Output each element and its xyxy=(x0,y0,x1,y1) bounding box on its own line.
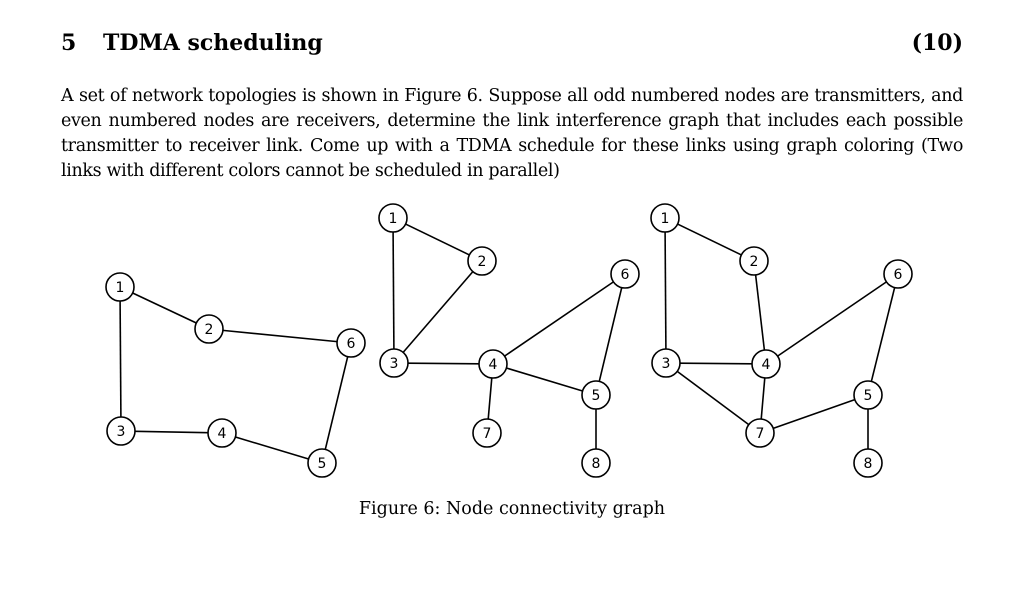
node-label-8: 8 xyxy=(863,456,873,472)
node-label-1: 1 xyxy=(660,211,670,227)
edge-3-7 xyxy=(677,371,749,424)
edge-1-3 xyxy=(665,232,666,349)
section-points: (10) xyxy=(911,30,963,56)
edge-1-3 xyxy=(393,232,394,349)
edge-5-6 xyxy=(871,288,894,382)
section-title: TDMA scheduling xyxy=(103,30,323,56)
problem-paragraph: A set of network topologies is shown in Figure 6. Suppose all odd numbered nodes are transmitters, and even numbered nodes are receivers, determine the link interference graph that includes each possible transmitter to receiver link. Come up with a TDMA schedule for these links using graph coloring (Two links with different colors cannot be scheduled in parallel) xyxy=(61,86,963,181)
edge-5-7 xyxy=(773,400,855,429)
edge-2-4 xyxy=(756,275,765,350)
node-label-3: 3 xyxy=(116,424,126,440)
edge-3-4 xyxy=(408,363,479,364)
edge-4-5 xyxy=(235,437,308,459)
edge-3-4 xyxy=(680,363,752,364)
node-label-7: 7 xyxy=(755,426,765,442)
node-label-3: 3 xyxy=(389,356,399,372)
edge-4-5 xyxy=(506,368,582,391)
edge-2-6 xyxy=(223,330,337,341)
node-label-8: 8 xyxy=(591,456,601,472)
node-label-6: 6 xyxy=(620,267,630,283)
edge-4-7 xyxy=(761,378,765,419)
node-label-1: 1 xyxy=(388,211,398,227)
node-label-5: 5 xyxy=(591,388,601,404)
node-label-3: 3 xyxy=(661,356,671,372)
graph-1 xyxy=(106,273,365,477)
node-label-2: 2 xyxy=(477,254,487,270)
graph-3 xyxy=(651,204,912,477)
figure xyxy=(0,195,1024,495)
node-label-5: 5 xyxy=(863,388,873,404)
node-label-2: 2 xyxy=(749,254,759,270)
edge-2-3 xyxy=(403,272,473,353)
node-label-2: 2 xyxy=(204,322,214,338)
node-label-4: 4 xyxy=(488,357,498,373)
node-label-6: 6 xyxy=(893,267,903,283)
figure-caption: Figure 6: Node connectivity graph xyxy=(358,499,666,519)
node-label-4: 4 xyxy=(761,357,771,373)
node-label-6: 6 xyxy=(346,336,356,352)
section-heading xyxy=(61,30,963,62)
edge-5-6 xyxy=(325,357,347,450)
graph-2 xyxy=(379,204,639,477)
edge-1-2 xyxy=(678,224,742,255)
edge-4-6 xyxy=(505,282,614,356)
edge-3-4 xyxy=(135,431,208,432)
edge-4-6 xyxy=(778,282,887,356)
node-label-7: 7 xyxy=(482,426,492,442)
edge-4-7 xyxy=(488,378,492,419)
edge-5-6 xyxy=(599,288,621,382)
edge-1-2 xyxy=(406,224,470,255)
edge-1-2 xyxy=(133,293,197,323)
section-number: 5 xyxy=(61,30,77,56)
edge-1-3 xyxy=(120,301,121,417)
node-label-5: 5 xyxy=(317,456,327,472)
node-label-4: 4 xyxy=(217,426,227,442)
node-label-1: 1 xyxy=(115,280,125,296)
node-connectivity-figure xyxy=(0,195,1024,495)
